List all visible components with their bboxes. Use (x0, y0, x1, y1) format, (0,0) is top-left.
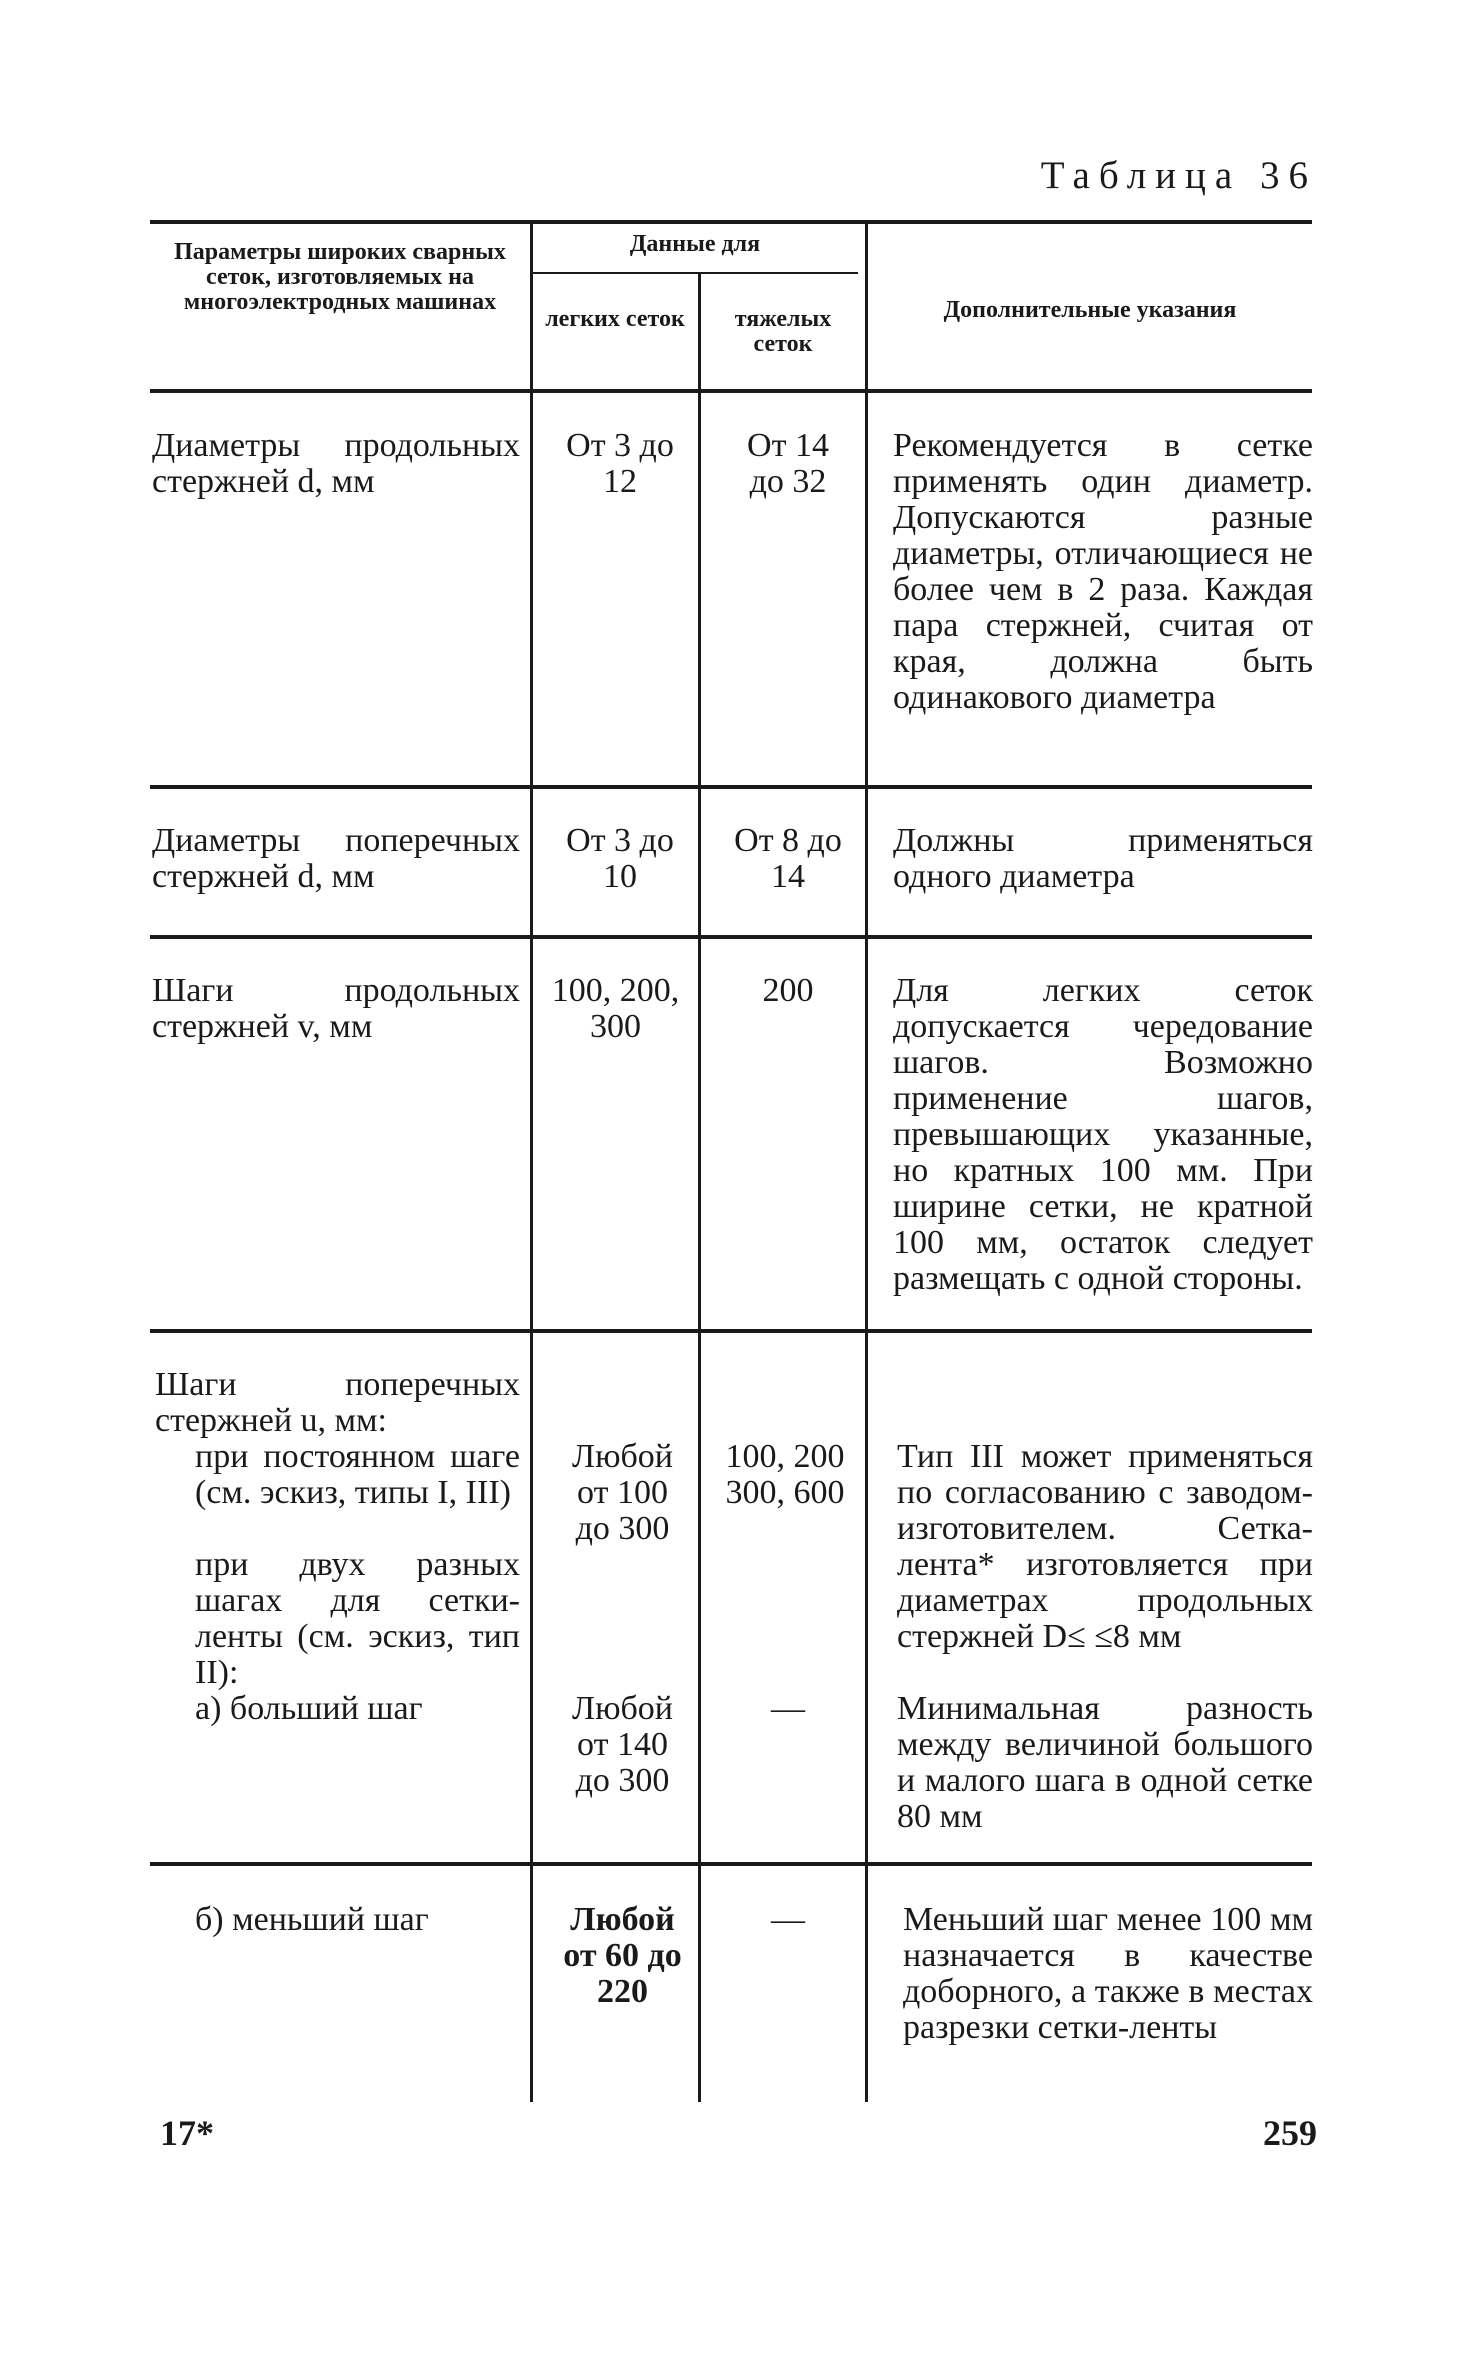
header-heavy: тяжелых сеток (734, 306, 832, 357)
column-rule-1 (530, 222, 533, 2102)
row2-heavy: От 8 до 14 (734, 822, 842, 895)
signature-mark: 17* (160, 2113, 214, 2153)
row4-light-constant: Любой от 100 до 300 (572, 1438, 673, 1547)
header-data-for: Данные для (629, 231, 761, 257)
row1-light: От 3 до 12 (566, 427, 674, 500)
row4-note-difference: Минимальная разность между величиной большого и малого шага в одной сетке 80 мм (897, 1690, 1313, 1835)
row3-heavy: 200 (762, 972, 814, 1009)
row2-param: Диаметры поперечных стержней d, мм (152, 822, 520, 895)
header-params: Параметры широких сварных сеток, изготовляемых на многоэлектродных машинах (174, 239, 506, 315)
row-divider-2 (150, 935, 1312, 939)
row-divider-4 (150, 1862, 1312, 1866)
header-bottom-rule (150, 389, 1312, 393)
row-divider-3 (150, 1329, 1312, 1333)
row4-param-heading: Шаги поперечных стержней u, мм: (155, 1366, 520, 1439)
row2-note: Должны применяться одного диаметра (893, 822, 1313, 895)
row-divider-1 (150, 785, 1312, 789)
row3-note: Для легких сеток допускается чередование шагов. Возможно применение шагов, превышающих указанные, но кратных 100 мм. При ширине сетки, не кратной 100 мм, остаток следует размещать с одной стороны. (893, 972, 1313, 1297)
row3-light: 100, 200, 300 (551, 972, 680, 1045)
row3-param: Шаги продольных стержней v, мм (152, 972, 520, 1045)
header-notes: Дополнительные указания (943, 297, 1237, 323)
row4-param-constant-step: при постоянном шаге (см. эскиз, типы I, III) (195, 1438, 520, 1511)
row1-note: Рекомендуется в сетке применять один диаметр. Допускаются разные диаметры, отличающиеся не более чем в 2 раза. Каждая пара стержней, считая от края, должна быть одинакового диаметра (893, 427, 1313, 716)
page-number: 259 (1263, 2113, 1317, 2153)
row1-param: Диаметры продольных стержней d, мм (152, 427, 520, 500)
row4-heavy-larger: — (771, 1690, 805, 1727)
row1-heavy: От 14 до 32 (747, 427, 829, 500)
row5-light: Любой от 60 до 220 (563, 1901, 682, 2010)
row5-heavy: — (771, 1901, 805, 1938)
table-top-rule (150, 220, 1312, 224)
row4-note-type: Тип III может применяться по согласованию с заводом-изготовителем. Сетка-лента* изготовляется при диаметрах продольных стержней D≤ ≤8 мм (897, 1438, 1313, 1655)
header-light: легких сеток (545, 306, 685, 332)
row5-param: б) меньший шаг (195, 1901, 429, 1938)
row4-param-larger-step: а) больший шаг (195, 1690, 423, 1727)
row4-light-larger: Любой от 140 до 300 (572, 1690, 673, 1799)
row4-heavy-constant: 100, 200 300, 600 (725, 1438, 845, 1511)
row4-param-two-steps: при двух разных шагах для сетки-ленты (см. эскиз, тип II): (195, 1546, 520, 1691)
column-rule-2 (698, 274, 701, 2102)
header-subrule (530, 272, 858, 274)
row2-light: От 3 до 10 (566, 822, 674, 895)
row5-note: Меньший шаг менее 100 мм назначается в качестве доборного, а также в местах разрезки сетки-ленты (903, 1901, 1313, 2046)
column-rule-3 (865, 222, 868, 2102)
table-title: Таблица 36 (1040, 154, 1317, 197)
